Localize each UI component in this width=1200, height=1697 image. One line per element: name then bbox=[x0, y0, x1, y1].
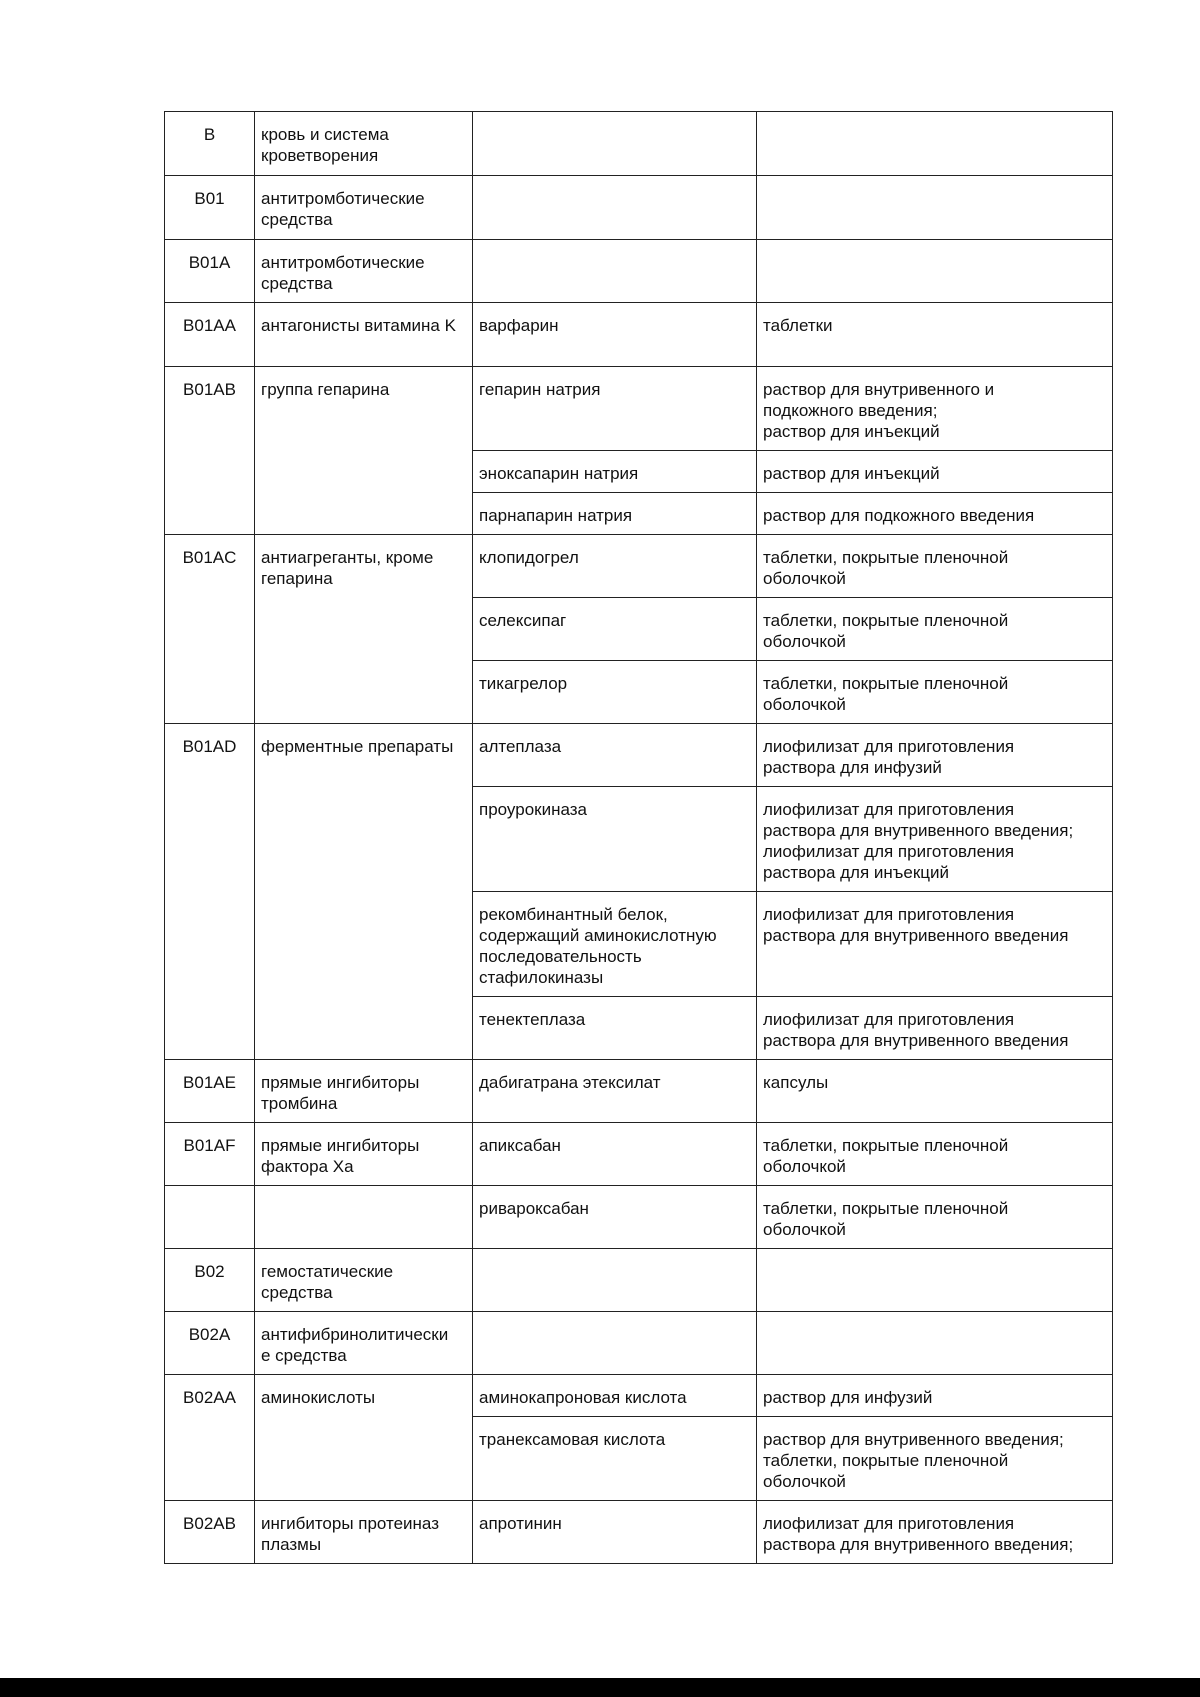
group-name-cell: аминокислоты bbox=[255, 1375, 473, 1501]
atc-code-cell: B02AB bbox=[165, 1501, 255, 1564]
drug-name-cell bbox=[473, 1312, 757, 1375]
drug-name-cell: парнапарин натрия bbox=[473, 493, 757, 535]
drug-name-cell: эноксапарин натрия bbox=[473, 451, 757, 493]
atc-code-cell: B02 bbox=[165, 1249, 255, 1312]
atc-code-cell: B02A bbox=[165, 1312, 255, 1375]
table-row bbox=[165, 1501, 1113, 1564]
drug-name-cell: селексипаг bbox=[473, 598, 757, 661]
dosage-form-cell: раствор для подкожного введения bbox=[757, 493, 1113, 535]
drug-name-cell: клопидогрел bbox=[473, 535, 757, 598]
group-name-cell: группа гепарина bbox=[255, 367, 473, 535]
dosage-form-cell: таблетки bbox=[757, 303, 1113, 367]
table-row bbox=[165, 176, 1113, 240]
drug-name-cell: дабигатрана этексилат bbox=[473, 1060, 757, 1123]
dosage-form-cell: раствор для инъекций bbox=[757, 451, 1113, 493]
drug-name-cell: аминокапроновая кислота bbox=[473, 1375, 757, 1417]
drug-name-cell: тенектеплаза bbox=[473, 997, 757, 1060]
dosage-form-cell: лиофилизат для приготовления раствора для внутривенного введения; bbox=[757, 1501, 1113, 1564]
table-row bbox=[165, 724, 1113, 787]
drug-name-cell: рекомбинантный белок, содержащий аминокислотную последовательность стафилокиназы bbox=[473, 892, 757, 997]
group-name-cell: антитромботические средства bbox=[255, 240, 473, 303]
atc-code-cell bbox=[165, 1186, 255, 1249]
dosage-form-cell: лиофилизат для приготовления раствора для инфузий bbox=[757, 724, 1113, 787]
dosage-form-cell: раствор для внутривенного и подкожного введения; раствор для инъекций bbox=[757, 367, 1113, 451]
dosage-form-cell: капсулы bbox=[757, 1060, 1113, 1123]
table-row bbox=[165, 240, 1113, 303]
group-name-cell: ферментные препараты bbox=[255, 724, 473, 1060]
group-name-cell bbox=[255, 1186, 473, 1249]
drug-name-cell bbox=[473, 112, 757, 176]
atc-code-cell: B bbox=[165, 112, 255, 176]
group-name-cell: антагонисты витамина K bbox=[255, 303, 473, 367]
table-row bbox=[165, 535, 1113, 598]
drug-name-cell: тикагрелор bbox=[473, 661, 757, 724]
dosage-form-cell bbox=[757, 240, 1113, 303]
drug-name-cell: гепарин натрия bbox=[473, 367, 757, 451]
drug-name-cell: апиксабан bbox=[473, 1123, 757, 1186]
atc-code-cell: B02AA bbox=[165, 1375, 255, 1501]
drug-name-cell: транексамовая кислота bbox=[473, 1417, 757, 1501]
dosage-form-cell: таблетки, покрытые пленочной оболочкой bbox=[757, 1186, 1113, 1249]
group-name-cell: прямые ингибиторы тромбина bbox=[255, 1060, 473, 1123]
atc-code-cell: B01 bbox=[165, 176, 255, 240]
table-row bbox=[165, 1249, 1113, 1312]
dosage-form-cell bbox=[757, 176, 1113, 240]
atc-code-cell: B01AF bbox=[165, 1123, 255, 1186]
table-row bbox=[165, 303, 1113, 367]
atc-code-cell: B01A bbox=[165, 240, 255, 303]
drug-name-cell: проурокиназа bbox=[473, 787, 757, 892]
dosage-form-cell: таблетки, покрытые пленочной оболочкой bbox=[757, 598, 1113, 661]
drug-name-cell: ривароксабан bbox=[473, 1186, 757, 1249]
drug-classification-table bbox=[164, 111, 1113, 1564]
atc-code-cell: B01AD bbox=[165, 724, 255, 1060]
drug-name-cell bbox=[473, 1249, 757, 1312]
group-name-cell: ингибиторы протеиназ плазмы bbox=[255, 1501, 473, 1564]
dosage-form-cell: раствор для внутривенного введения; таблетки, покрытые пленочной оболочкой bbox=[757, 1417, 1113, 1501]
dosage-form-cell: таблетки, покрытые пленочной оболочкой bbox=[757, 661, 1113, 724]
atc-code-cell: B01AC bbox=[165, 535, 255, 724]
dosage-form-cell bbox=[757, 1312, 1113, 1375]
table-row bbox=[165, 367, 1113, 451]
dosage-form-cell: раствор для инфузий bbox=[757, 1375, 1113, 1417]
scan-bottom-edge bbox=[0, 1678, 1200, 1697]
table-row bbox=[165, 1123, 1113, 1186]
table-row bbox=[165, 1375, 1113, 1417]
drug-name-cell: апротинин bbox=[473, 1501, 757, 1564]
drug-name-cell bbox=[473, 176, 757, 240]
drug-name-cell: варфарин bbox=[473, 303, 757, 367]
group-name-cell: антиагреганты, кроме гепарина bbox=[255, 535, 473, 724]
group-name-cell: антифибринолитически е средства bbox=[255, 1312, 473, 1375]
group-name-cell: антитромботические средства bbox=[255, 176, 473, 240]
dosage-form-cell bbox=[757, 112, 1113, 176]
dosage-form-cell: таблетки, покрытые пленочной оболочкой bbox=[757, 1123, 1113, 1186]
dosage-form-cell: таблетки, покрытые пленочной оболочкой bbox=[757, 535, 1113, 598]
atc-code-cell: B01AE bbox=[165, 1060, 255, 1123]
dosage-form-cell: лиофилизат для приготовления раствора для внутривенного введения bbox=[757, 892, 1113, 997]
dosage-form-cell: лиофилизат для приготовления раствора для внутривенного введения bbox=[757, 997, 1113, 1060]
drug-name-cell bbox=[473, 240, 757, 303]
atc-code-cell: B01AA bbox=[165, 303, 255, 367]
group-name-cell: гемостатические средства bbox=[255, 1249, 473, 1312]
drug-name-cell: алтеплаза bbox=[473, 724, 757, 787]
dosage-form-cell: лиофилизат для приготовления раствора для внутривенного введения; лиофилизат для приготовления раствора для инъекций bbox=[757, 787, 1113, 892]
table-row bbox=[165, 1060, 1113, 1123]
group-name-cell: прямые ингибиторы фактора Xa bbox=[255, 1123, 473, 1186]
atc-code-cell: B01AB bbox=[165, 367, 255, 535]
table-row bbox=[165, 1186, 1113, 1249]
group-name-cell: кровь и система кроветворения bbox=[255, 112, 473, 176]
table-row bbox=[165, 112, 1113, 176]
dosage-form-cell bbox=[757, 1249, 1113, 1312]
table-row bbox=[165, 1312, 1113, 1375]
